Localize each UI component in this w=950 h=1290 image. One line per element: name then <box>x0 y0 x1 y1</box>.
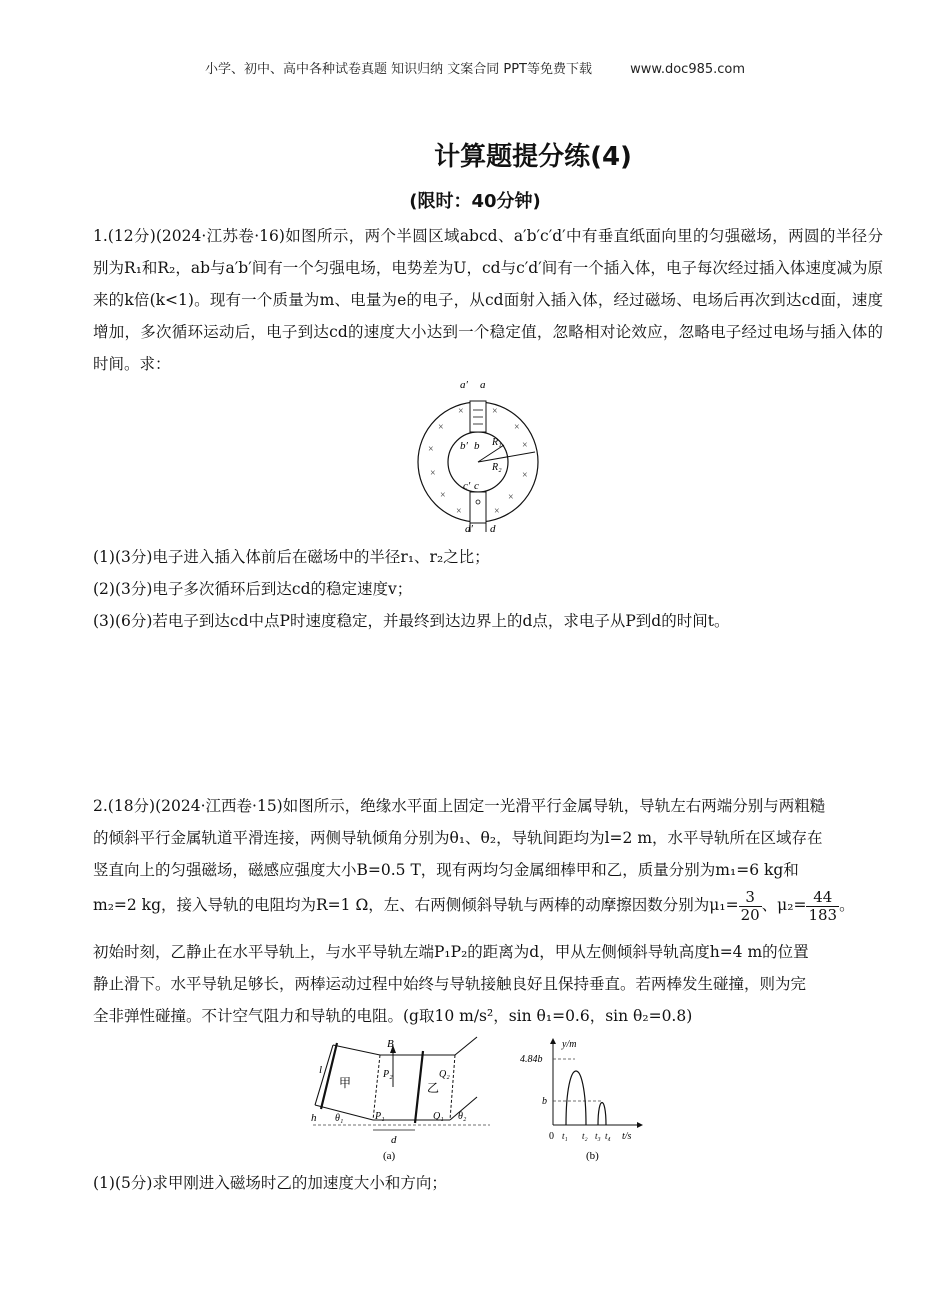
label-ylabel: y/m <box>562 1039 577 1050</box>
label-origin: 0 <box>549 1131 554 1142</box>
q2-line4-pre: m₂=2 kg，接入导轨的电阻均为R=1 Ω，左、右两侧倾斜导轨与两棒的动摩擦因数分别为μ₁= <box>93 896 739 914</box>
label-t1: t₁ <box>562 1131 568 1141</box>
q2-line4-end: 。 <box>839 896 855 914</box>
q2-figure-b-graph <box>518 1035 648 1165</box>
label-theta1: θ₁ <box>335 1113 344 1124</box>
q2-figure-a-rails <box>305 1035 495 1165</box>
curve-1 <box>566 1071 586 1125</box>
label-d-prime: d′ <box>465 523 473 535</box>
q1-intro: 1.(12分)(2024·江苏卷·16)如图所示，两个半圆区域abcd、a′b′c′d′中有垂直纸面向里的匀强磁场，两圆的半径分别为R₁和R₂，ab与a′b′间有一个匀强电场，电势差为U，cd与c′d′间有一个插入体，电子每次经过插入体速度减为原来的k倍(k<1)。现有一个质量为m、电量为e的电子，从cd面射入插入体，经过磁场、电场后再次到达cd面，速度增加，多次循环运动后，电子到达cd的速度大小达到一个稳定值，忽略相对论效应，忽略电子经过电场与插入体的时间。求： <box>93 227 883 373</box>
q1-sub3: (3)(6分)若电子到达cd中点P时速度稳定，并最终到达边界上的d点，求电子从P到d的时间t。 <box>93 612 730 630</box>
label-Q1: Q₁ <box>433 1111 444 1122</box>
svg-text:×: × <box>438 422 444 433</box>
label-t3: t₃ <box>595 1131 601 1141</box>
label-yi: 乙 <box>427 1081 440 1095</box>
label-h: h <box>311 1112 317 1124</box>
insert-body <box>470 492 486 523</box>
header-site-link[interactable]: www.doc985.com <box>630 62 746 77</box>
label-jia: 甲 <box>339 1076 352 1090</box>
label-Q2: Q₂ <box>439 1069 450 1080</box>
caption-b: (b) <box>586 1150 599 1162</box>
svg-text:×: × <box>440 490 446 501</box>
electric-field-gap <box>470 401 486 432</box>
svg-text:×: × <box>508 492 514 503</box>
svg-text:×: × <box>494 506 500 517</box>
label-r2: R₂ <box>492 462 502 473</box>
label-xlabel: t/s <box>622 1131 632 1142</box>
label-a-prime: a′ <box>460 379 468 391</box>
svg-text:×: × <box>522 470 528 481</box>
caption-a: (a) <box>383 1150 396 1162</box>
svg-text:×: × <box>514 422 520 433</box>
label-d: d <box>391 1134 397 1146</box>
q1-sub2: (2)(3分)电子多次循环后到达cd的稳定速度v； <box>93 580 413 598</box>
label-P2: P₂ <box>383 1069 393 1080</box>
svg-text:×: × <box>456 506 462 517</box>
q2-line4 <box>93 885 883 925</box>
q2-line3: 竖直向上的匀强磁场，磁感应强度大小B=0.5 T，现有两均匀金属细棒甲和乙，质量分别为m₁=6 kg和 <box>93 861 799 879</box>
label-y-high: 4.84b <box>520 1054 543 1065</box>
label-t4: t₄ <box>605 1131 611 1141</box>
q2-line2: 的倾斜平行金属轨道平滑连接，两侧导轨倾角分别为θ₁、θ₂，导轨间距均为l=2 m，水平导轨所在区域存在 <box>93 829 823 847</box>
page-header <box>0 58 950 77</box>
q2-line5: 初始时刻，乙静止在水平导轨上，与水平导轨左端P₁P₂的距离为d，甲从左侧倾斜导轨高度h=4 m的位置 <box>93 943 809 961</box>
svg-text:×: × <box>458 406 464 417</box>
header-text: 小学、初中、高中各种试卷真题 知识归纳 文案合同 PPT等免费下载 <box>204 62 592 77</box>
q2-line4-mid: 、μ₂= <box>761 896 807 914</box>
q2-sub1: (1)(5分)求甲刚进入磁场时乙的加速度大小和方向； <box>93 1174 447 1192</box>
q1-sub1: (1)(3分)电子进入插入体前后在磁场中的半径r₁、r₂之比； <box>93 548 490 566</box>
mu2-fraction: $\frac{44}{183}$ <box>808 887 838 924</box>
mu1-fraction: $\frac{3}{20}$ <box>740 887 760 924</box>
label-t2: t₂ <box>582 1131 588 1141</box>
label-b-prime: b′ <box>460 440 468 452</box>
label-b: b <box>474 440 480 452</box>
label-y-low: b <box>542 1096 547 1107</box>
q2-line7: 全非弹性碰撞。不计空气阻力和导轨的电阻。(g取10 m/s²，sin θ₁=0.6，sin θ₂=0.8) <box>93 1007 693 1025</box>
label-theta2: θ₂ <box>458 1111 467 1122</box>
label-a: a <box>480 379 486 391</box>
label-l: l <box>319 1064 323 1076</box>
svg-text:×: × <box>430 468 436 479</box>
label-c: c <box>474 480 479 492</box>
label-r1: R₁ <box>492 437 502 448</box>
page-subtitle: (限时：40分钟) <box>409 191 541 212</box>
q1-figure-rings <box>410 372 550 537</box>
q2-line1: 2.(18分)(2024·江西卷·15)如图所示，绝缘水平面上固定一光滑平行金属导轨，导轨左右两端分别与两粗糙 <box>93 797 826 815</box>
page-title: 计算题提分练(4) <box>434 142 632 172</box>
svg-text:×: × <box>522 440 528 451</box>
rod-yi <box>415 1051 423 1123</box>
q2-line6: 静止滑下。水平导轨足够长，两棒运动过程中始终与导轨接触良好且保持垂直。若两棒发生碰撞，则为完 <box>93 975 807 993</box>
label-P1: P₁ <box>375 1111 385 1122</box>
label-c-prime: c′ <box>463 480 471 492</box>
label-B: B <box>387 1038 394 1050</box>
svg-text:×: × <box>428 444 434 455</box>
curve-2 <box>598 1103 606 1126</box>
svg-text:×: × <box>492 406 498 417</box>
label-d: d <box>490 523 496 535</box>
